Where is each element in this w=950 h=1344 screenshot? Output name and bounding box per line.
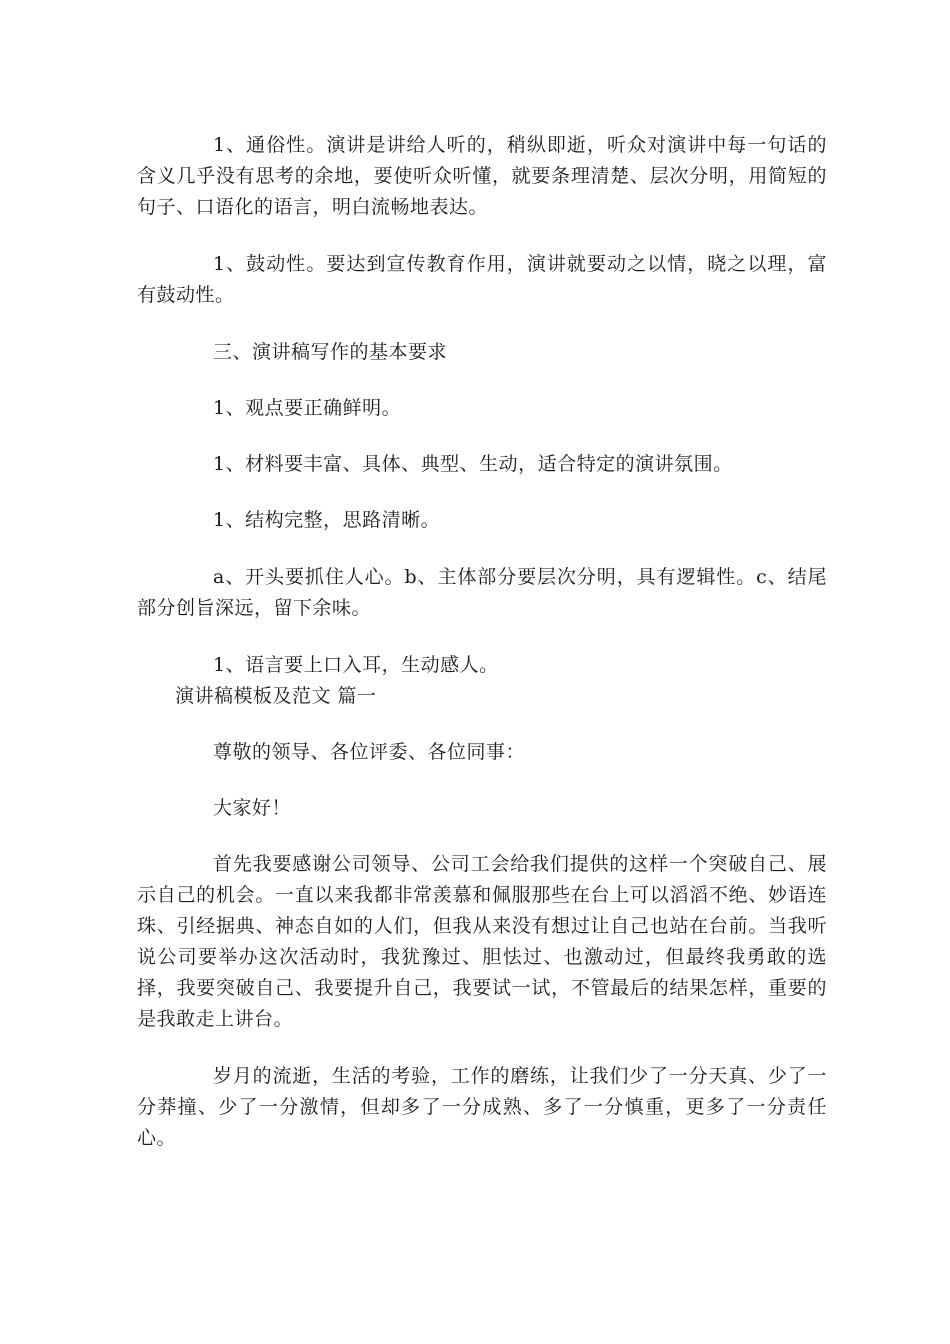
speech-paragraph-2: 岁月的流逝，生活的考验，工作的磨练，让我们少了一分天真、少了一分莽撞、少了一分激情，但却多了一分成熟、多了一分慎重，更多了一分责任心。 xyxy=(137,1065,827,1149)
paragraph-inspiring: 1、鼓动性。要达到宣传教育作用，演讲就要动之以情，晓之以理，富有鼓动性。 xyxy=(137,253,827,306)
paragraph-material: 1、材料要丰富、具体、典型、生动，适合特定的演讲氛围。 xyxy=(213,453,733,475)
paragraph-language: 1、语言要上口入耳，生动感人。 xyxy=(213,654,499,676)
document-page xyxy=(137,130,827,1154)
paragraph-viewpoint: 1、观点要正确鲜明。 xyxy=(213,397,402,419)
heading-requirements: 三、演讲稿写作的基本要求 xyxy=(213,341,448,363)
paragraph-popularity: 1、通俗性。演讲是讲给人听的，稍纵即逝，听众对演讲中每一句话的含义几乎没有思考的余地，要使听众听懂，就要条理清楚、层次分明，用简短的句子、口语化的语言，明白流畅地表达。 xyxy=(137,134,827,218)
section-title: 演讲稿模板及范文 篇一 xyxy=(175,685,377,707)
speech-paragraph-1: 首先我要感谢公司领导、公司工会给我们提供的这样一个突破自己、展示自己的机会。一直以来我都非常羡慕和佩服那些在台上可以滔滔不绝、妙语连珠、引经据典、神态自如的人们，但我从来没有想过让自己也站在台前。当我听说公司要举办这次活动时，我犹豫过、胆怯过、也激动过，但最终我勇敢的选择，我要突破自己、我要提升自己，我要试一试，不管最后的结果怎样，重要的是我敢走上讲台。 xyxy=(137,853,827,1030)
speech-greeting: 大家好！ xyxy=(213,797,292,819)
paragraph-structure-detail: a、开头要抓住人心。b、主体部分要层次分明，具有逻辑性。c、结尾部分创旨深远，留下余味。 xyxy=(137,566,827,619)
speech-salutation: 尊敬的领导、各位评委、各位同事： xyxy=(213,741,526,763)
paragraph-structure: 1、结构完整，思路清晰。 xyxy=(213,509,441,531)
